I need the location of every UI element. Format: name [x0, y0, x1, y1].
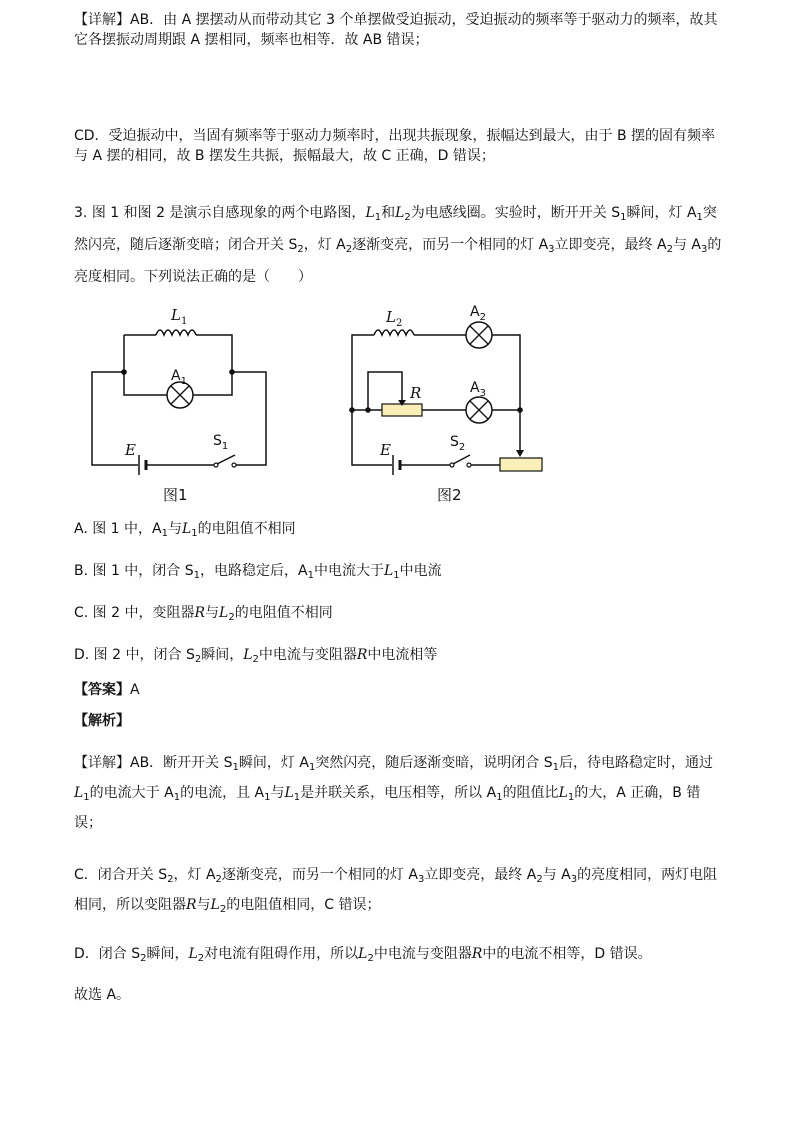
label-main: S: [213, 433, 222, 449]
symbol-L: L: [219, 605, 229, 621]
sub: 2: [197, 953, 205, 964]
stem-text: 为电感线圈。实验时，断开开关 S: [410, 205, 621, 221]
sub: 1: [191, 528, 198, 539]
label-main: S: [450, 434, 459, 450]
analysis-label: 【解析】: [74, 713, 130, 729]
sub: 1: [374, 212, 382, 223]
detail-d: [74, 944, 724, 964]
symbol-R: R: [356, 647, 368, 663]
sub: 2: [297, 244, 304, 255]
stem-text: 和: [381, 205, 396, 221]
option-text: 的电阻值不相同: [197, 521, 296, 537]
sub: 1: [620, 212, 627, 223]
figure-1-caption: 图1: [163, 486, 188, 504]
label-sub: 2: [479, 312, 486, 323]
answer-label: 【答案】: [74, 682, 130, 698]
answer-value: A: [130, 682, 140, 698]
fig2-junction: [517, 407, 523, 413]
label-main: L: [386, 308, 396, 326]
option-B: [74, 561, 724, 581]
sub: 1: [232, 762, 239, 773]
detail-text: 突然闪亮，随后逐渐变暗，说明闭合 S: [315, 755, 553, 771]
symbol-L: L: [188, 946, 198, 962]
detail-text: 的电流，且 A: [180, 785, 265, 801]
fig1-inductor-coil: [156, 330, 196, 335]
sub: 3: [417, 874, 425, 885]
detail-text: 瞬间，: [146, 946, 189, 962]
figure-2-caption: 图2: [437, 486, 462, 504]
sub: 1: [496, 792, 503, 803]
option-text: 瞬间，: [201, 647, 244, 663]
label-main: A: [470, 380, 480, 396]
circuit-figure-1: [80, 305, 280, 475]
symbol-L: L: [395, 205, 405, 221]
symbol-R: R: [471, 946, 483, 962]
sub: 1: [393, 570, 400, 581]
stem-text: 图 1 和图 2 是演示自感现象的两个电路图，: [91, 205, 366, 221]
detail-text: 【详解】AB．断开开关 S: [74, 755, 233, 771]
detail-text: ，灯 A: [173, 867, 216, 883]
sub: 3: [570, 874, 578, 885]
option-text: C. 图 2 中，变阻器: [74, 605, 195, 621]
option-text: 中电流相等: [367, 647, 438, 663]
fig2-switch-label: [450, 434, 465, 453]
detail-text: 是并联关系，电压相等，所以 A: [300, 785, 497, 801]
fig2-battery-label: E: [380, 441, 391, 459]
option-text: D. 图 2 中，闭合 S: [74, 647, 195, 663]
symbol-R: R: [194, 605, 206, 621]
question-stem: [74, 197, 724, 293]
fig2-inductor-coil: [374, 330, 414, 335]
detail-text: 中电流与变阻器: [373, 946, 472, 962]
detail-text: C．闭合开关 S: [74, 867, 168, 883]
sub: 3: [548, 244, 555, 255]
sub: 1: [307, 570, 314, 581]
fig1-wire-lamp-left: [124, 372, 167, 395]
sub: 2: [345, 244, 353, 255]
detail-text: D．闭合 S: [74, 946, 141, 962]
fig2-junction: [349, 407, 355, 413]
symbol-L: L: [284, 785, 294, 801]
symbol-R: R: [186, 897, 197, 913]
option-A: [74, 519, 724, 539]
detail-text: 与: [270, 785, 285, 801]
fig1-switch-label: [213, 433, 228, 452]
sub: 2: [252, 654, 259, 665]
symbol-L: L: [210, 897, 220, 913]
question-number: 3.: [74, 205, 88, 221]
stem-text: 逐渐变亮，而另一个相同的灯 A: [352, 237, 549, 253]
detail-text: 与: [196, 897, 211, 913]
option-D: [74, 645, 724, 665]
sub: 3: [700, 244, 708, 255]
sub: 2: [140, 953, 147, 964]
fig2-lamp2-label: [470, 304, 486, 323]
prev-explanation-cd-text: CD．受迫振动中，当固有频率等于驱动力频率时，出现共振现象，振幅达到最大，由于 B 摆的固有频率与 A 摆的相同，故 B 摆发生共振，振幅最大，故 C 正确，D 错误；: [74, 128, 716, 164]
sub: 2: [219, 904, 227, 915]
detail-text: 瞬间，灯 A: [238, 755, 309, 771]
detail-text: 的电阻值相同，C 错误；: [226, 897, 381, 913]
fig1-inductor-label: [170, 306, 187, 327]
label-sub: 1: [221, 441, 229, 452]
circuit-figure-2: [338, 300, 548, 480]
detail-c: [74, 860, 724, 920]
detail-text: 的大，A 正确，B 错误；: [74, 785, 701, 831]
detail-text: 的阻值比: [502, 785, 559, 801]
option-text: A. 图 1 中，A: [74, 521, 162, 537]
label-main: A: [171, 368, 181, 384]
detail-text: 中的电流不相等，D 错误。: [482, 946, 652, 962]
sub: 1: [308, 762, 316, 773]
stem-text: 的亮度相同。下列说法正确的是（ ）: [74, 237, 722, 285]
label-sub: 1: [180, 376, 187, 387]
fig2-lamp-A2: [466, 322, 492, 348]
sub: 1: [193, 570, 201, 581]
option-C: [74, 603, 724, 623]
fig1-wire-lamp-right: [193, 372, 232, 395]
answer-line: [74, 680, 724, 700]
detail-text: 后，待电路稳定时，通过: [559, 755, 714, 771]
fig2-wire-top-right: [492, 335, 520, 410]
fig1-wire-outer-right: [232, 372, 266, 465]
option-text: 中电流大于: [313, 563, 384, 579]
fig2-resistor-label: R: [410, 384, 422, 402]
symbol-L: L: [558, 785, 568, 801]
option-text: ，电路稳定后，A: [200, 563, 308, 579]
detail-text: 立即变亮，最终 A: [424, 867, 537, 883]
fig2-lamp3-label: [470, 380, 486, 399]
label-sub: 3: [479, 388, 486, 399]
option-text: 与: [168, 521, 182, 537]
sub: 2: [536, 874, 543, 885]
sub: 1: [696, 212, 703, 223]
sub: 2: [167, 874, 174, 885]
option-text: 与: [205, 605, 220, 621]
option-text: 中电流: [399, 563, 442, 579]
sub: 1: [552, 762, 560, 773]
fig1-switch-S1: [214, 455, 236, 467]
sub: 2: [404, 212, 411, 223]
stem-text: 与 A: [672, 237, 701, 253]
option-text: 中电流与变阻器: [258, 647, 357, 663]
fig2-switch-S2: [450, 455, 471, 467]
stem-text: ，灯 A: [303, 237, 346, 253]
label-sub: 1: [180, 316, 188, 327]
prev-explanation-cd: [74, 126, 724, 166]
option-text: B. 图 1 中，闭合 S: [74, 563, 194, 579]
symbol-L: L: [365, 205, 375, 221]
sub: 2: [367, 953, 374, 964]
option-text: 的电阻值不相同: [234, 605, 333, 621]
sub: 2: [194, 654, 202, 665]
fig1-battery-label: E: [125, 441, 136, 459]
analysis-line: [74, 711, 724, 731]
prev-explanation-ab-text: 【详解】AB．由 A 摆摆动从而带动其它 3 个单摆做受迫振动，受迫振动的频率等于驱动力的频率，故其它各摆振动周期跟 A 摆相同，频率也相等．故 AB 错误；: [74, 12, 718, 48]
fig1-junction: [229, 369, 235, 375]
sub: 1: [264, 792, 271, 803]
symbol-L: L: [358, 946, 368, 962]
symbol-L: L: [243, 647, 253, 663]
detail-text: 逐渐变亮，而另一个相同的灯 A: [221, 867, 418, 883]
sub: 2: [666, 244, 673, 255]
fig1-junction: [121, 369, 127, 375]
detail-text: 与 A: [542, 867, 571, 883]
detail-text: 的亮度相同，两灯电阻相同，所以变阻器: [74, 867, 718, 913]
conclusion-line: 故选 A。: [74, 987, 131, 1003]
prev-explanation-ab: [74, 10, 724, 50]
detail-ab: [74, 748, 724, 838]
label-sub: 2: [395, 318, 403, 329]
stem-text: 立即变亮，最终 A: [554, 237, 667, 253]
fig2-lower-arrow: [516, 450, 524, 457]
fig1-battery-E: [139, 455, 146, 475]
sub: 2: [228, 612, 235, 623]
symbol-L: L: [383, 563, 394, 579]
symbol-L: L: [182, 521, 192, 537]
label-main: A: [470, 304, 480, 320]
fig2-junction: [365, 407, 371, 413]
stem-text: 突然闪亮，随后逐渐变暗；闭合开关 S: [74, 205, 717, 253]
fig2-rheostat-lower: [500, 458, 542, 471]
stem-text: 瞬间，灯 A: [626, 205, 697, 221]
fig2-lamp-A3: [466, 397, 492, 423]
symbol-L: L: [74, 785, 84, 801]
sub: 1: [173, 792, 181, 803]
fig1-wire-top-right: [196, 335, 232, 372]
detail-text: 对电流有阻碍作用，所以: [204, 946, 359, 962]
label-main: L: [171, 306, 181, 324]
sub: 2: [215, 874, 222, 885]
sub: 1: [567, 792, 575, 803]
sub: 1: [161, 528, 168, 539]
sub: 1: [293, 792, 301, 803]
fig2-inductor-label: [385, 308, 402, 329]
detail-text: 的电流大于 A: [89, 785, 174, 801]
fig1-wire-top-left: [124, 335, 156, 372]
fig2-battery-E: [393, 455, 400, 475]
label-sub: 2: [458, 442, 466, 453]
sub: 1: [83, 792, 90, 803]
